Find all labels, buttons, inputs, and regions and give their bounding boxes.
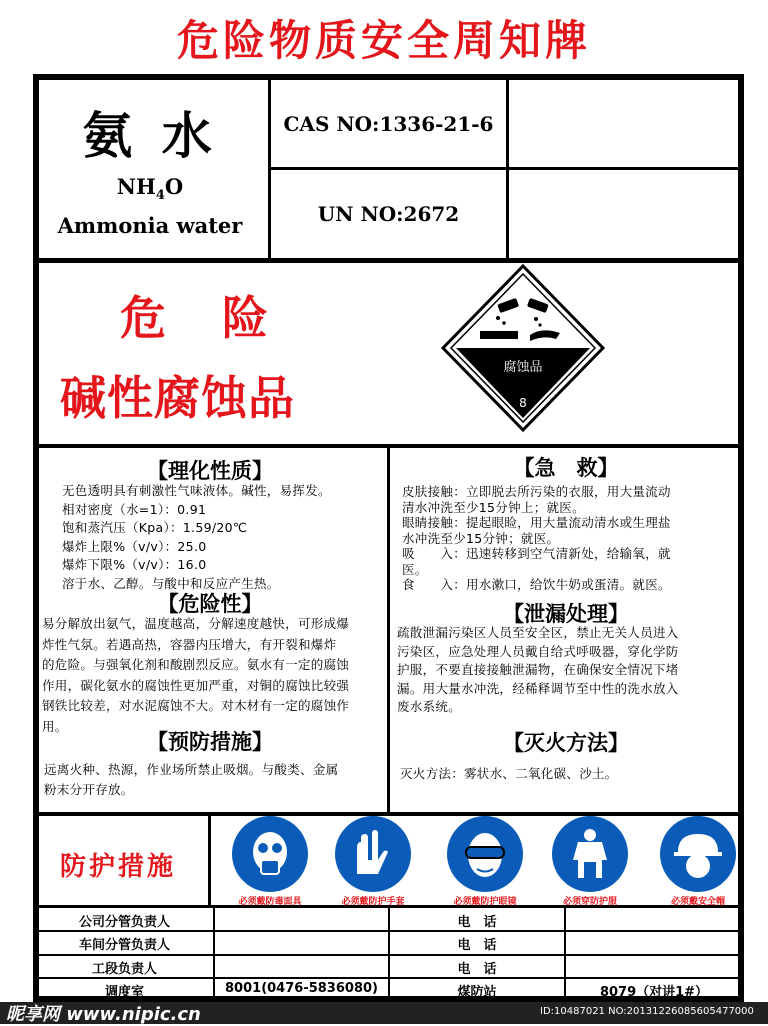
- first-aid-title: 【急 救】: [513, 456, 619, 480]
- ppe-gloves: [334, 816, 412, 907]
- gloves-icon: [343, 824, 403, 884]
- first-aid-line: 医。: [402, 561, 428, 577]
- hazard-level: 危 险: [120, 291, 289, 345]
- dispatch-number: 8001(0476-5836080): [225, 981, 378, 996]
- properties-text: [62, 482, 331, 593]
- divider: [387, 446, 390, 813]
- contact-role: 工段负责人: [91, 962, 157, 977]
- leak-line: 污染区，应急处理人员戴自给式呼吸器，穿化学防: [397, 643, 679, 659]
- formula-main: NH: [116, 174, 156, 199]
- first-aid-line: 清水冲洗至少15分钟上；就医。: [402, 499, 585, 515]
- first-aid-line: 眼睛接触：提起眼睑，用大量流动清水或生理盐: [402, 515, 671, 530]
- contact-phone-label: 电 话: [457, 915, 497, 930]
- chemical-formula: [40, 174, 260, 203]
- protection-title: 防护措施: [60, 852, 177, 882]
- protective-suit-icon: [560, 824, 620, 884]
- danger-line: 钢铁比较差，对水泥腐蚀不大。对木材有一定的腐蚀作: [42, 698, 350, 713]
- fire-station-label: 煤防站: [457, 985, 497, 1000]
- danger-line: 炸性气氛。若遇高热，容器内压增大，有开裂和爆炸: [42, 636, 337, 652]
- ppe-label: 必须穿防护服: [562, 897, 617, 907]
- prevention-title: 【预防措施】: [147, 730, 273, 754]
- formula-end: O: [164, 174, 184, 199]
- properties-line: 饱和蒸汽压（Kpa）：1.59/20℃: [62, 520, 248, 535]
- contact-role: 公司分管负责人: [78, 915, 170, 930]
- prevention-text: [44, 760, 338, 800]
- prevention-line: 远离火种、热源，作业场所禁止吸烟。与酸类、金属: [44, 762, 339, 777]
- chemical-name-en: Ammonia water: [57, 213, 243, 238]
- prevention-line: 粉末分开存放。: [44, 782, 134, 797]
- divider: [33, 258, 744, 263]
- corrosive-sign: [440, 263, 606, 433]
- danger-line: 作用，碳化氨水的腐蚀性更加严重，对铜的腐蚀比较强: [42, 677, 350, 693]
- watermark-left: 昵享网 www.nipic.cn: [6, 1004, 201, 1025]
- dispatch-label: 调度室: [104, 985, 144, 1000]
- danger-text: [42, 614, 349, 737]
- ppe-safety-helmet: [659, 816, 737, 907]
- danger-line: 易分解放出氨气，温度越高，分解速度越快，可形成爆: [42, 616, 350, 631]
- properties-line: 爆炸下限%（v/v）：16.0: [62, 557, 207, 572]
- contact-phone-label: 电 话: [457, 962, 497, 977]
- danger-line: 用。: [42, 718, 68, 734]
- leak-line: 疏散泄漏污染区人员至安全区，禁止无关人员进入: [397, 625, 679, 640]
- un-value: 2672: [403, 202, 460, 226]
- first-aid-line: 皮肤接触：立即脱去所污染的衣服，用大量流动: [402, 484, 671, 499]
- page-title: 危险物质安全周知牌: [176, 16, 591, 65]
- cas-label: CAS NO:: [283, 111, 380, 136]
- properties-title: 【理化性质】: [147, 459, 273, 483]
- un-label: UN NO:: [317, 202, 404, 226]
- leak-line: 废水系统。: [397, 699, 462, 714]
- first-aid-line: 吸 入：迅速转移到空气清新处，给输氧，就: [402, 546, 671, 561]
- ppe-label: 必须戴防护手套: [341, 897, 405, 907]
- fire-title: 【灭火方法】: [503, 731, 629, 755]
- fire-text: 灭火方法：雾状水、二氧化碳、沙土。: [400, 766, 618, 781]
- sign-number: 8: [519, 396, 527, 410]
- leak-title: 【泄漏处理】: [503, 602, 629, 626]
- watermark-right: ID:10487021 NO:20131226085605477000: [540, 1006, 754, 1017]
- contact-phone-label: 电 话: [457, 938, 497, 953]
- ppe-goggles: [446, 816, 524, 907]
- first-aid-line: 食 入：用水漱口，给饮牛奶或蛋清。就医。: [402, 577, 671, 592]
- properties-line: 溶于水、乙醇。与酸中和反应产生热。: [62, 575, 280, 591]
- hazard-class: 碱性腐蚀品: [60, 371, 295, 425]
- properties-line: 相对密度（水=1）：0.91: [62, 501, 207, 517]
- danger-title: 【危险性】: [157, 592, 263, 616]
- cas-value: 1336-21-6: [379, 111, 494, 136]
- properties-line: 无色透明具有刺激性气味液体。碱性，易挥发。: [62, 483, 331, 498]
- leak-text: [397, 624, 679, 717]
- fire-station-number: 8079（对讲1#）: [599, 985, 709, 1000]
- ppe-gas-mask: [231, 816, 309, 907]
- ppe-label: 必须戴安全帽: [670, 897, 725, 907]
- first-aid-text: [402, 484, 671, 593]
- properties-line: 爆炸上限%（v/v）：25.0: [62, 538, 207, 554]
- safety-helmet-icon: [668, 824, 728, 884]
- ppe-label: 必须戴防护眼镜: [453, 897, 517, 907]
- chemical-name-cn: 氨 水: [82, 106, 218, 165]
- danger-line: 的危险。与强氧化剂和酸剧烈反应。氨水有一定的腐蚀: [42, 657, 350, 672]
- goggles-icon: [454, 823, 516, 885]
- leak-line: 护服，不要直接接触泄漏物，在确保安全情况下堵: [397, 662, 679, 677]
- leak-line: 漏。用大量水冲洗，经稀释调节至中性的洗水放入: [397, 680, 679, 696]
- ppe-protective-suit: [551, 816, 629, 907]
- contact-role: 车间分管负责人: [78, 938, 170, 953]
- cas-number: [271, 80, 506, 167]
- ppe-label: 必须戴防毒面具: [238, 897, 302, 907]
- formula-sub: 4: [155, 188, 165, 204]
- gas-mask-icon: [240, 824, 300, 884]
- divider: [208, 814, 211, 906]
- divider: [506, 80, 509, 260]
- un-number: [271, 170, 506, 258]
- first-aid-line: 水冲洗至少15分钟；就医。: [402, 530, 560, 546]
- sign-text: 腐蚀品: [503, 360, 543, 375]
